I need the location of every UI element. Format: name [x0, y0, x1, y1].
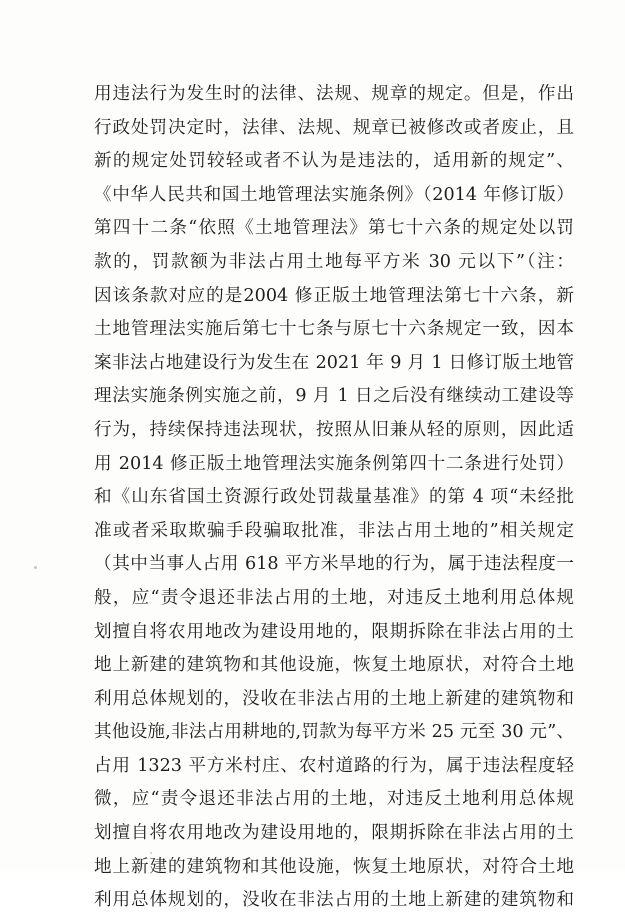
text-line: 新的规定处罚较轻或者不认为是违法的，适用新的规定”、	[94, 151, 574, 172]
scan-speck	[150, 852, 152, 854]
text-line: 第四十二条“依照《土地管理法》第七十六条的规定处以罚	[94, 218, 574, 239]
text-line: 土地管理法实施后第七十七条与原七十六条规定一致，因本	[94, 319, 574, 340]
text-line: 行为，持续保持违法现状，按照从旧兼从轻的原则，因此适	[94, 419, 574, 440]
text-line: （其中当事人占用 618 平方米旱地的行为，属于违法程度一	[94, 554, 574, 575]
text-line: 占用 1323 平方米村庄、农村道路的行为，属于违法程度轻	[94, 755, 574, 776]
text-line: 因该条款对应的是2004 修正版土地管理法第七十六条，新	[94, 285, 574, 306]
text-line: 利用总体规划的，没收在非法占用的土地上新建的建筑物和	[94, 890, 574, 911]
text-line: 地上新建的建筑物和其他设施，恢复土地原状，对符合土地	[94, 856, 574, 877]
text-line: 《中华人民共和国土地管理法实施条例》（2014 年修订版）	[94, 184, 574, 205]
text-line: 理法实施条例实施之前，9 月 1 日之后没有继续动工建设等	[94, 386, 574, 407]
text-line: 划擅自将农用地改为建设用地的，限期拆除在非法占用的土	[94, 823, 574, 844]
text-line: 用 2014 修正版土地管理法实施条例第四十二条进行处罚）	[94, 453, 574, 474]
body-text	[94, 78, 574, 918]
scan-speck	[34, 566, 37, 569]
text-line: 地上新建的建筑物和其他设施，恢复土地原状，对符合土地	[94, 655, 574, 676]
text-line: 用违法行为发生时的法律、法规、规章的规定。但是，作出	[94, 84, 574, 104]
text-line: 款的，罚款额为非法占用土地每平方米 30 元以下”（注：	[94, 251, 574, 272]
text-line: 利用总体规划的，没收在非法占用的土地上新建的建筑物和	[94, 688, 574, 709]
text-line: 案非法占地建设行为发生在 2021 年 9 月 1 日修订版土地管	[94, 352, 574, 373]
text-line: 微，应“责令退还非法占用的土地，对违反土地利用总体规	[94, 789, 574, 810]
text-line: 其他设施,非法占用耕地的,罚款为每平方米 25 元至 30 元”、	[94, 722, 574, 743]
text-line: 划擅自将农用地改为建设用地的，限期拆除在非法占用的土	[94, 621, 574, 642]
text-line: 行政处罚决定时，法律、法规、规章已被修改或者废止，且	[94, 117, 574, 138]
text-line: 般，应“责令退还非法占用的土地，对违反土地利用总体规	[94, 587, 574, 608]
text-line: 准或者采取欺骗手段骗取批准，非法占用土地的”相关规定	[94, 520, 574, 541]
text-line: 和《山东省国土资源行政处罚裁量基准》的第 4 项“未经批	[94, 487, 574, 508]
